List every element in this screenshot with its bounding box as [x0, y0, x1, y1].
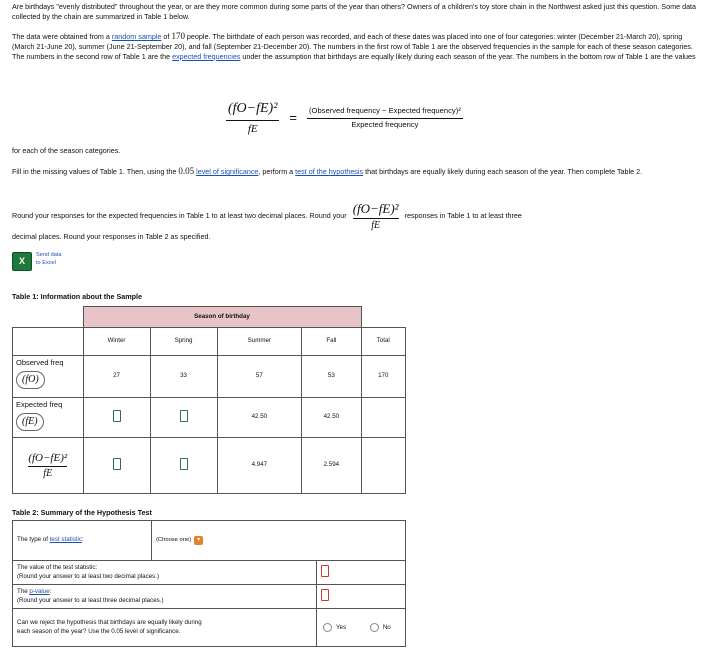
test-statistic-type-cell — [152, 521, 406, 561]
table1-title: Table 1: Information about the Sample — [12, 292, 143, 301]
p-value-input[interactable] — [321, 589, 329, 601]
text: responses in Table 1 to at least three — [404, 210, 522, 220]
test-statistic-link[interactable]: test statistic — [49, 536, 83, 544]
text: The — [17, 588, 30, 596]
text: Round your responses for the expected frequencies in Table 1 to at least two decimal places. Round your — [12, 210, 347, 220]
excel-line[interactable]: Send data — [36, 252, 62, 258]
level-of-significance-link[interactable]: level of significance — [196, 167, 259, 176]
empty-cell — [13, 307, 84, 328]
expected-spring-input[interactable] — [180, 410, 188, 422]
table-row — [13, 398, 406, 438]
observed-total: 170 — [361, 356, 406, 398]
text: , perform a — [258, 167, 296, 176]
expected-summer: 42.50 — [217, 398, 302, 438]
expected-spring-cell — [150, 398, 217, 438]
equals-sign: = — [289, 110, 298, 126]
inline-fraction — [353, 200, 399, 232]
text: (Round your answer to at least two decimal places.) — [17, 572, 160, 580]
col-header-spring: Spring — [150, 328, 217, 356]
inline-numerator: (fO−fE)² — [352, 201, 399, 216]
fraction-bar — [307, 118, 463, 119]
col-header-fall: Fall — [302, 328, 361, 356]
expected-fall: 42.50 — [302, 398, 361, 438]
chi-spring-cell — [150, 438, 217, 494]
reject-question — [13, 609, 317, 647]
table-row — [13, 356, 406, 398]
chi-square-formula — [226, 96, 466, 140]
select-value[interactable]: (Choose one) — [156, 536, 192, 543]
rhs-denominator: Expected frequency — [351, 119, 419, 129]
table-row — [13, 521, 406, 561]
empty-cell — [13, 328, 84, 356]
table2-title: Table 2: Summary of the Hypothesis Test — [12, 508, 152, 517]
row-label-expected — [13, 398, 84, 438]
lhs-numerator: (fO−fE)² — [228, 100, 278, 116]
col-header-winter: Winter — [83, 328, 150, 356]
p-value-label — [13, 585, 317, 609]
text: (Round your answer to at least three decimal places.) — [17, 596, 164, 604]
instructions-paragraph — [12, 165, 706, 177]
no-radio[interactable] — [370, 623, 379, 632]
excel-line[interactable]: to Excel — [36, 259, 56, 266]
expected-symbol: (fE) — [16, 413, 44, 431]
each-category-text: for each of the season categories. — [12, 146, 121, 155]
text: Can we reject the hypothesis that birthdays are equally likely during — [17, 619, 202, 627]
chi-winter-input[interactable] — [113, 458, 121, 470]
dropdown-icon[interactable]: ▾ — [194, 536, 203, 545]
text: Fill in the missing values of Table 1. Then, using the — [12, 167, 179, 176]
col-header-summer: Summer — [217, 328, 302, 356]
rhs-fraction — [307, 106, 463, 130]
data-paragraph — [12, 30, 706, 62]
table-row — [13, 585, 406, 609]
inline-denominator: fE — [371, 219, 381, 231]
excel-icon[interactable]: X — [12, 252, 32, 271]
intro-paragraph: Are birthdays "evenly distributed" throughout the year, or are they more common during some parts of the year than others? Owners of a children's toy store chain in the Northwest asked just this question. Some data collected by the chain are summarized in Table 1 below. — [12, 2, 697, 21]
test-statistic-value-cell — [317, 561, 406, 585]
text: : — [82, 536, 84, 544]
row-label-chi-component — [13, 438, 84, 494]
text: The value of the test statistic: — [17, 564, 98, 572]
observed-symbol: (fO) — [16, 371, 45, 389]
chi-summer: 4.947 — [217, 438, 302, 494]
text: each season of the year? Use the 0.05 level of significance. — [17, 627, 181, 635]
observed-summer: 57 — [217, 356, 302, 398]
symbol-numerator: (fO−fE)² — [28, 451, 68, 464]
test-statistic-type-label — [13, 521, 152, 561]
row-label-text: Observed freq — [16, 358, 64, 367]
season-header: Season of birthday — [83, 307, 361, 328]
send-to-excel-label[interactable] — [36, 252, 62, 268]
text: The type of — [17, 536, 50, 544]
p-value-link[interactable]: p-value — [29, 588, 50, 596]
send-to-excel[interactable] — [12, 252, 62, 271]
yes-radio[interactable] — [323, 623, 332, 632]
chi-winter-cell — [83, 438, 150, 494]
empty-cell — [361, 307, 406, 328]
table-row — [13, 609, 406, 647]
rounding-paragraph — [12, 200, 706, 242]
text: people. The birthdate of each person was recorded, and each of these dates was placed into one of four categories: winter (December 21-March 20), spring (March 21-June 20), summer (June 21-September 20), and fall (September 21-December 20). The numbers in the first row of Table 1 are the observed frequencies in the sample for each of these season categories. The numbers in the second row of Table 1 are the — [12, 32, 693, 61]
test-statistic-input[interactable] — [321, 565, 329, 577]
text: that birthdays are equally likely during each season of the year. Then complete Table 2. — [363, 167, 643, 176]
alpha-value: 0.05 — [178, 166, 195, 176]
p-value-cell — [317, 585, 406, 609]
chi-component-symbol — [28, 451, 67, 480]
no-label[interactable]: No — [382, 623, 391, 631]
expected-winter-cell — [83, 398, 150, 438]
row-label-text: Expected freq — [16, 400, 63, 409]
symbol-denominator: fE — [43, 467, 53, 479]
expected-winter-input[interactable] — [113, 410, 121, 422]
expected-total — [361, 398, 406, 438]
table2 — [12, 520, 406, 647]
chi-fall: 2.594 — [302, 438, 361, 494]
test-of-hypothesis-link[interactable]: test of the hypothesis — [295, 167, 364, 176]
no-option[interactable] — [370, 624, 391, 631]
table1 — [12, 306, 406, 494]
text: decimal places. Round your responses in Table 2 as specified. — [12, 232, 211, 242]
observed-fall: 53 — [302, 356, 361, 398]
yes-label[interactable]: Yes — [336, 623, 347, 631]
table-row — [13, 438, 406, 494]
test-statistic-select[interactable] — [156, 536, 203, 545]
yes-option[interactable] — [323, 624, 346, 631]
reject-options — [317, 609, 406, 647]
text: The data were obtained from a — [12, 32, 112, 41]
lhs-fraction — [226, 100, 279, 137]
chi-total — [361, 438, 406, 494]
expected-frequencies-link[interactable]: expected frequencies — [172, 51, 241, 61]
col-header-total: Total — [361, 328, 406, 356]
random-sample-link[interactable]: random sample — [111, 32, 162, 41]
text: : — [49, 588, 52, 596]
observed-winter: 27 — [83, 356, 150, 398]
lhs-denominator: fE — [247, 122, 258, 135]
row-label-observed — [13, 356, 84, 398]
sample-size: 170 — [171, 31, 185, 41]
table-row — [13, 561, 406, 585]
text: under the assumption that birthdays are equally likely during each season of the year. The numbers in the bottom row of Table 1 are the values — [240, 51, 696, 61]
rhs-numerator: (Observed frequency − Expected frequency)² — [309, 106, 461, 116]
text: of — [161, 32, 172, 41]
fraction-bar — [226, 120, 279, 121]
observed-spring: 33 — [150, 356, 217, 398]
chi-spring-input[interactable] — [180, 458, 188, 470]
test-statistic-value-label — [13, 561, 317, 585]
